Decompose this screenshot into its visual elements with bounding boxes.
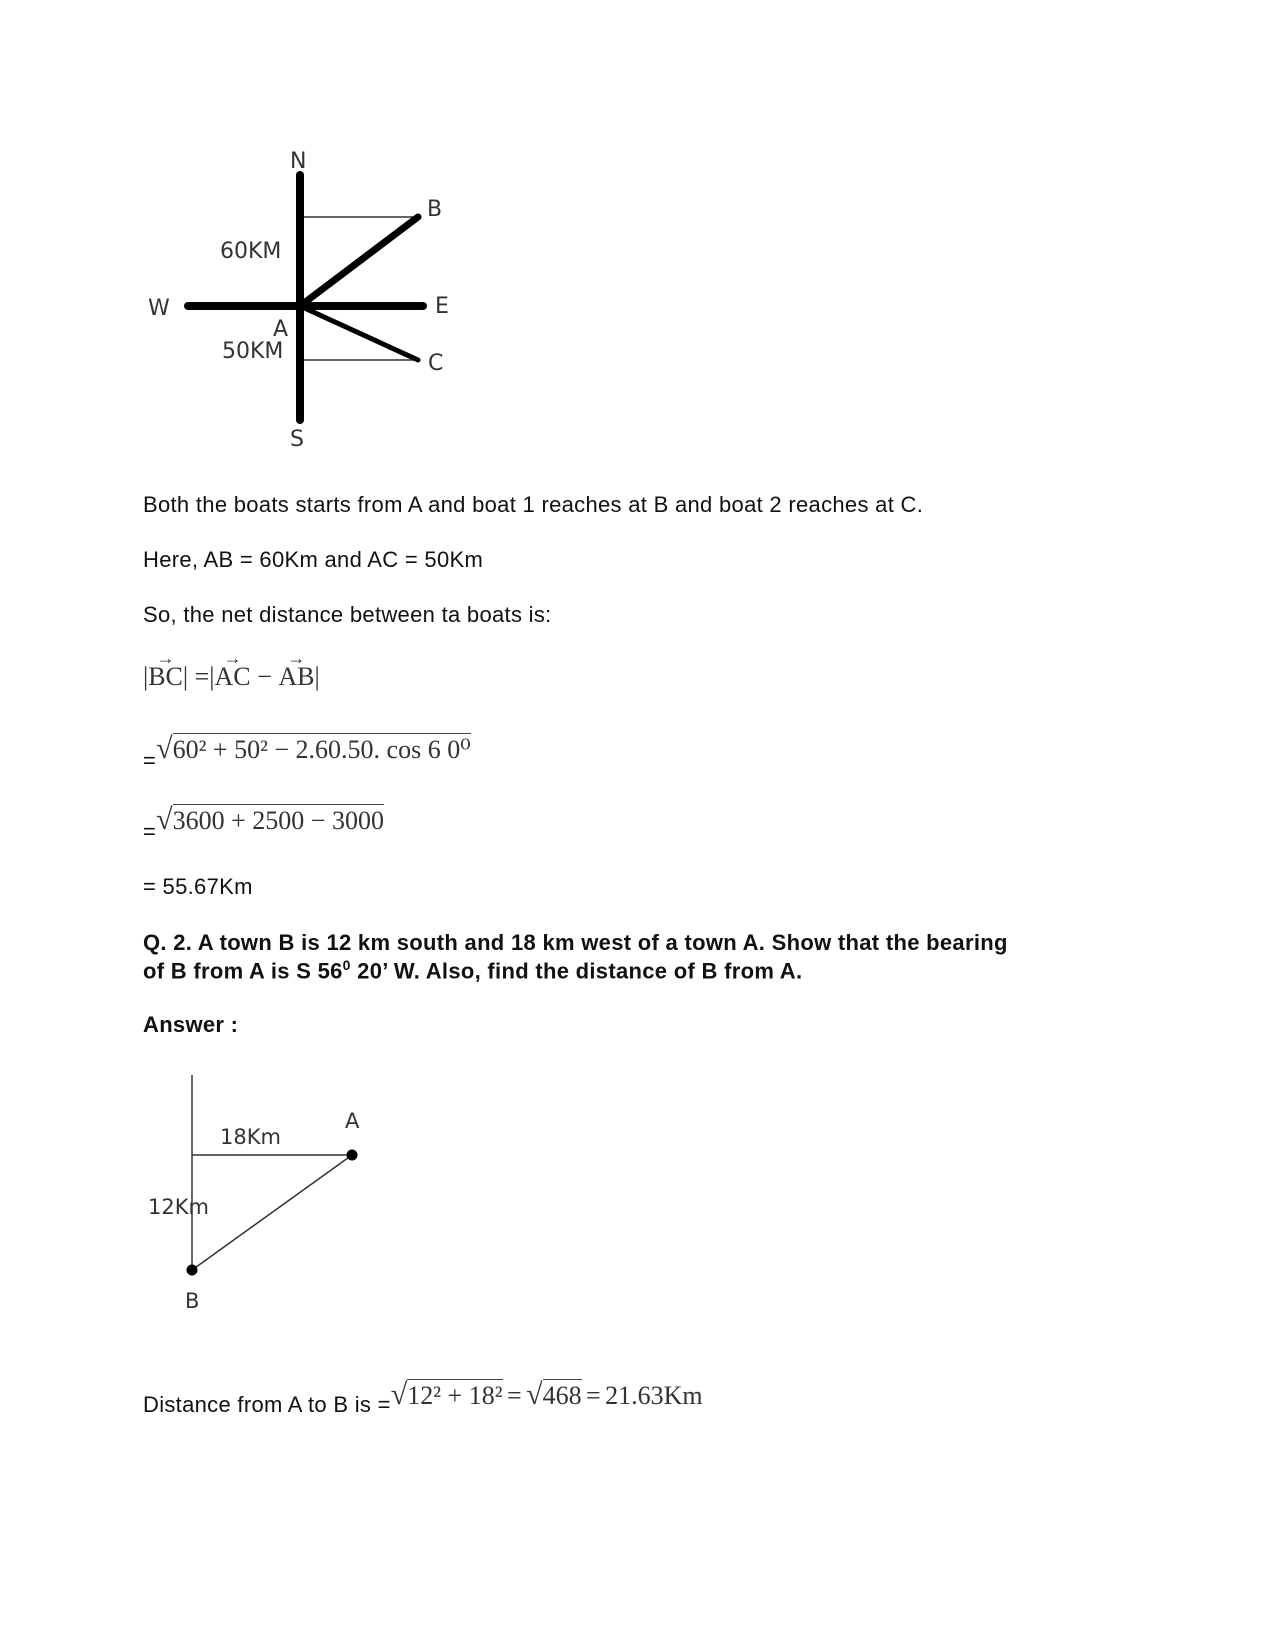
final-value: 21.63Km — [605, 1381, 703, 1410]
hypotenuse-line — [192, 1155, 352, 1270]
root-equation-1 — [143, 732, 471, 774]
abs-bar-right: | — [182, 662, 189, 691]
label-south: S — [290, 427, 304, 452]
equals-prefix-1: = — [143, 748, 157, 773]
question-2-text-b: 20’ W. Also, find the distance of B from A. — [350, 958, 803, 984]
final-prefix: Distance from A to B is = — [143, 1392, 391, 1417]
radicand-3: 12² + 18² — [407, 1381, 503, 1410]
label-vertical-distance: 12Km — [148, 1195, 209, 1219]
text-line-net-distance: So, the net distance between ta boats is: — [143, 602, 552, 627]
radical-sign-3: √ — [390, 1378, 408, 1411]
line-ac — [300, 306, 418, 360]
equals-sign-4: = — [586, 1381, 601, 1410]
radical-sign-2: √ — [156, 803, 173, 836]
vector-ab: → AB — [278, 662, 314, 692]
radicand-2: 3600 + 2500 − 3000 — [172, 806, 384, 835]
minus-sign: − — [257, 662, 272, 691]
label-east: E — [435, 294, 449, 319]
label-point-a: A — [345, 1109, 360, 1133]
text-line-boats-start: Both the boats starts from A and boat 1 reaches at B and boat 2 reaches at C. — [143, 492, 924, 517]
abs-bar-inner-right: | — [314, 662, 320, 691]
triangle-diagram — [140, 1065, 380, 1325]
label-west: W — [148, 296, 170, 321]
abs-bar-inner-left: | — [209, 662, 215, 691]
radicand-4: 468 — [542, 1381, 582, 1410]
label-ab-distance: 60KM — [220, 239, 282, 264]
radical-sign-1: √ — [156, 732, 173, 765]
equals-sign-3: = — [506, 1381, 522, 1410]
radicand-1: 60² + 50² − 2.60.50. cos 6 0⁰ — [172, 735, 471, 764]
degree-superscript: 0 — [342, 957, 351, 973]
label-ac-distance: 50KM — [222, 339, 284, 364]
label-horizontal-distance: 18Km — [220, 1125, 281, 1149]
label-point-c: C — [428, 351, 444, 376]
result-line: = 55.67Km — [143, 874, 253, 899]
question-2-text-a: of B from A is S 56 — [143, 958, 343, 984]
vector-equation — [143, 662, 320, 692]
point-a-dot — [347, 1150, 358, 1161]
point-b-dot — [187, 1265, 198, 1276]
root-equation-2 — [143, 803, 384, 845]
vector-ac: → AC — [215, 662, 251, 692]
compass-diagram — [140, 140, 480, 460]
label-point-a: A — [273, 317, 289, 342]
abs-bar-left: | — [143, 662, 149, 691]
text-line-distances: Here, AB = 60Km and AC = 50Km — [143, 547, 484, 572]
radical-sign-4: √ — [526, 1378, 543, 1411]
answer-label: Answer : — [143, 1012, 239, 1037]
final-distance-line — [143, 1378, 703, 1418]
label-point-b: B — [427, 197, 443, 222]
equals-prefix-2: = — [143, 819, 157, 844]
question-2-line-1: Q. 2. A town B is 12 km south and 18 km west of a town A. Show that the bearing — [143, 930, 1008, 955]
label-point-b: B — [185, 1289, 200, 1313]
equals-sign: = — [194, 662, 210, 691]
vector-bc: → BC — [148, 662, 183, 692]
question-2-line-2 — [143, 957, 802, 984]
label-north: N — [290, 149, 307, 174]
line-ab — [300, 217, 418, 306]
